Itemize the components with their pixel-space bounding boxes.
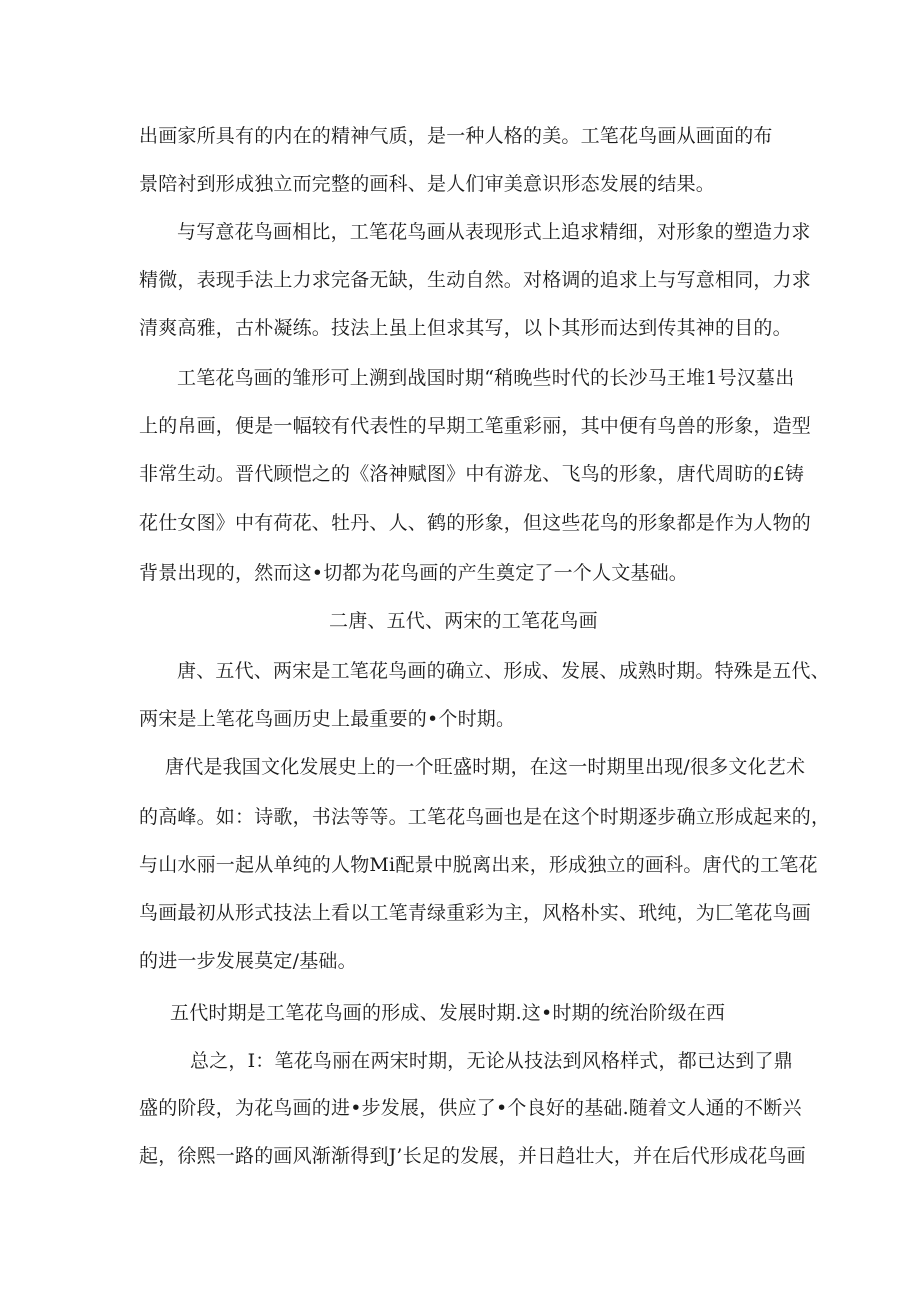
text-line: 鸟画最初从形式技法上看以工笔青绿重彩为主，风格朴实、玳纯，为匚笔花鸟画	[139, 902, 812, 924]
text-line: 盛的阶段，为花鸟画的进•步发展，供应了•个良好的基础.随着文人通的不断兴	[139, 1097, 802, 1119]
text-line: 的进一步发展莫定/基础。	[139, 950, 357, 972]
section-heading: 二唐、五代、两宋的工笔花鸟画	[329, 610, 598, 632]
text-line: 清爽高雅，古朴凝练。技法上虽上但求其写，以卜其形而达到传其神的目的。	[139, 317, 792, 339]
text-line: 唐、五代、两宋是工笔花鸟画的确立、形成、发展、成熟时期。特殊是五代、	[177, 660, 830, 682]
text-line: 与写意花鸟画相比，工笔花鸟画从表现形式上追求精细，对形象的塑造力求	[177, 221, 811, 243]
text-line: 非常生动。晋代顾恺之的《洛神赋图》中有游龙、飞鸟的形象，唐代周昉的£铸	[139, 463, 805, 485]
text-line: 与山水丽一起从单纯的人物Mi配景中脱离出来，形成独立的画科。唐代的工笔花	[139, 854, 818, 876]
text-line: 花仕女图》中有荷花、牡丹、人、鹤的形象，但这些花鸟的形象都是作为人物的	[139, 512, 812, 534]
text-line: 背景出现的，然而这•切都为花鸟画的产生奠定了一个人文基础。	[139, 562, 689, 584]
text-line: 五代时期是工笔花鸟画的形成、发展时期.这•时期的统治阶级在西	[170, 1002, 726, 1024]
text-line: 精微，表现手法上力求完备无缺，生动自然。对格调的追求上与写意相同，力求	[139, 269, 812, 291]
text-line: 的高峰。如：诗歌，书法等等。工笔花鸟画也是在这个时期逐步确立形成起来的，	[139, 806, 831, 828]
text-line: 上的帛画，便是一幅较有代表性的早期工笔重彩丽，其中便有鸟兽的形象，造型	[139, 415, 812, 437]
text-line: 出画家所具有的内在的精神气质，是一种人格的美。工笔花鸟画从画面的布	[139, 125, 773, 147]
text-line: 唐代是我国文化发展史上的一个旺盛时期，在这一时期里出现/很多文化艺术	[165, 756, 806, 778]
text-line: 两宋是上笔花鸟画历史上最重要的•个时期。	[139, 708, 516, 730]
text-line: 起，徐熙一路的画风渐渐得到J’长足的发展，并日趋壮大，并在后代形成花鸟画	[139, 1145, 806, 1167]
text-line: 景陪衬到形成独立而完整的画科、是人们审美意识形态发展的结果。	[139, 173, 716, 195]
text-line: 总之，I：笔花鸟丽在两宋时期，无论从技法到风格样式，都已达到了鼎	[190, 1050, 793, 1072]
text-line: 工笔花鸟画的雏形可上溯到战国时期“稍晚些时代的长沙马王堆1号汉墓出	[177, 367, 795, 389]
